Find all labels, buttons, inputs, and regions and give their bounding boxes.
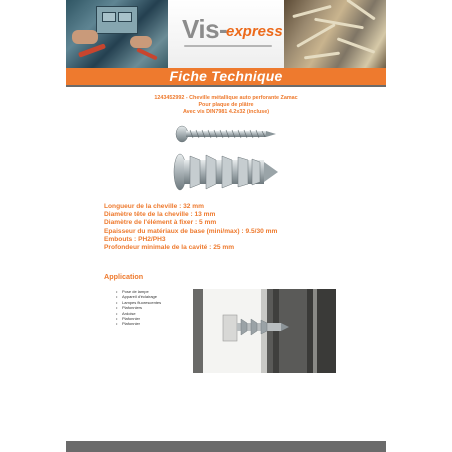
list-item: • Appareil d'éclairage: [116, 294, 161, 299]
list-item: • Ardoise: [116, 311, 161, 316]
footer-bar: [66, 441, 386, 452]
banner-divider: [66, 85, 386, 87]
product-title-line: 1243452992 - Cheville métallique auto perforante Zamac: [154, 95, 298, 101]
header: [66, 0, 386, 68]
tools-photo: [66, 0, 168, 68]
spec-head-diameter: Diamètre tête de la cheville : 13 mm: [104, 211, 216, 219]
list-item: • Plafonniers: [116, 305, 161, 310]
title-banner: [66, 68, 386, 85]
product-image: [170, 122, 282, 204]
spec-element-diameter: Diamètre de l'élément à fixer : 5 mm: [104, 219, 217, 227]
spec-base-thickness: Epaisseur du matériaux de base (mini/max) : 9.5/30 mm: [104, 227, 278, 235]
application-photo: [193, 289, 336, 373]
spec-bits: Embouts : PH2/PH3: [104, 235, 166, 243]
list-item: • Plafonnier: [116, 316, 161, 321]
spec-length: Longueur de la cheville : 32 mm: [104, 203, 205, 210]
banner-title: Fiche Technique: [169, 68, 283, 84]
screw-icon: [176, 126, 276, 142]
logo-suffix: express: [226, 23, 283, 40]
application-heading: Application: [104, 272, 144, 281]
spec-cavity-depth: Profondeur minimale de la cavité : 25 mm: [104, 244, 235, 252]
list-item: • Plafonnier: [116, 321, 161, 326]
technical-sheet-page: [66, 0, 386, 452]
logo-brand: Vis-: [182, 14, 228, 44]
specifications-list: [104, 203, 277, 252]
screws-photo: [284, 0, 386, 68]
application-list: [116, 289, 161, 327]
list-item: • Lampes fluorescentes: [116, 300, 161, 305]
anchor-icon: [174, 154, 278, 190]
list-item: • Pose de lampe: [116, 289, 161, 294]
logo-swoosh: [184, 45, 272, 47]
product-title-line: Pour plaque de plâtre: [198, 102, 254, 108]
product-title-line: Avec vis DIN7981 4.2x32 (incluse): [182, 109, 270, 115]
product-title: [66, 95, 386, 116]
vis-express-logo: [168, 0, 284, 68]
